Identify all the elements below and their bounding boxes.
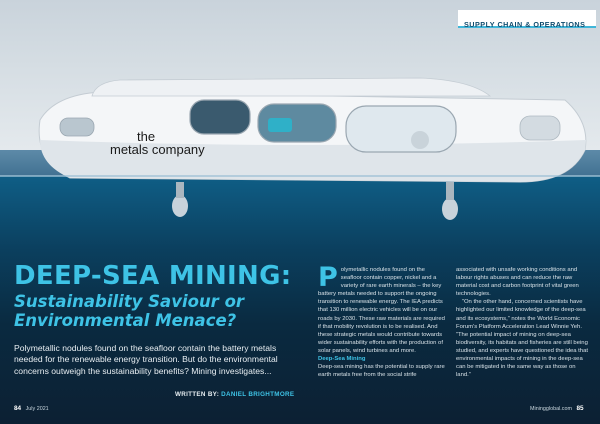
standfirst: Polymetallic nodules found on the seafloor contain the battery metals needed for the renewable energy transition. But do the environmental concerns outweigh the sustainability benefits? Mining investigates...	[14, 343, 278, 376]
byline-author: DANIEL BRIGHTMORE	[221, 391, 295, 398]
metals-company-logo	[110, 130, 220, 156]
section-tag	[458, 10, 596, 28]
site-url: Miningglobal.com	[530, 406, 572, 412]
folio-left	[14, 405, 49, 412]
column2-paragraph-1: associated with unsafe working conditions and labour rights abuses and can reduce the raw material cost and carbon footprint of vital green technologies.	[456, 267, 579, 298]
column1-paragraph-1: olymetallic nodules found on the seafloor contain copper, nickel and a variety of rare earth minerals – the key battery metals needed to support the ongoing transition to renewable energy. The IEA predicts that 130 million electric vehicles will be on our roads by 2030. These raw materials are required if that mobility revolution is to be realised. And these strategic metals would contribute towards wider sustainability efforts with the production of solar panels, wind turbines and more.	[318, 267, 445, 354]
folio-right	[530, 405, 584, 412]
column1-paragraph-2: Deep-sea mining has the potential to supply rare earth metals free from the social strife	[318, 364, 445, 379]
issue-date: July 2021	[25, 406, 49, 412]
logo-line-2: metals company	[110, 142, 205, 157]
byline-label: WRITTEN BY:	[175, 391, 220, 398]
body-column-2	[456, 266, 590, 379]
subheadline-line-2: Environmental Menace?	[14, 311, 237, 330]
right-page-number: 85	[576, 405, 584, 412]
headline: DEEP-SEA MINING:	[14, 261, 292, 291]
subheadline-line-1: Sustainability Saviour or	[14, 292, 245, 311]
body-column-1	[318, 262, 446, 379]
section-tag-label: SUPPLY CHAIN & OPERATIONS	[464, 20, 586, 29]
subheadline	[14, 292, 299, 330]
column2-paragraph-2: “On the other hand, concerned scientists have highlighted our limited knowledge of the deep-sea and its ecosystems,” notes the World Economic Forum’s Platform Acceleration Lead Winnie Yeh. “The potential impact of mining on deep-sea biodiversity, its habitats and fisheries are still being studied, and experts have questioned the idea that environmental impacts of mining in the deep-sea can be mitigated in the same way as those on land.”	[456, 299, 588, 379]
byline	[175, 391, 315, 398]
left-page-number: 84	[14, 405, 22, 412]
drop-cap: P	[318, 262, 338, 293]
column1-subhead: Deep-Sea Mining	[318, 356, 366, 363]
logo-line-1: the	[137, 129, 156, 144]
waterline	[0, 175, 600, 177]
